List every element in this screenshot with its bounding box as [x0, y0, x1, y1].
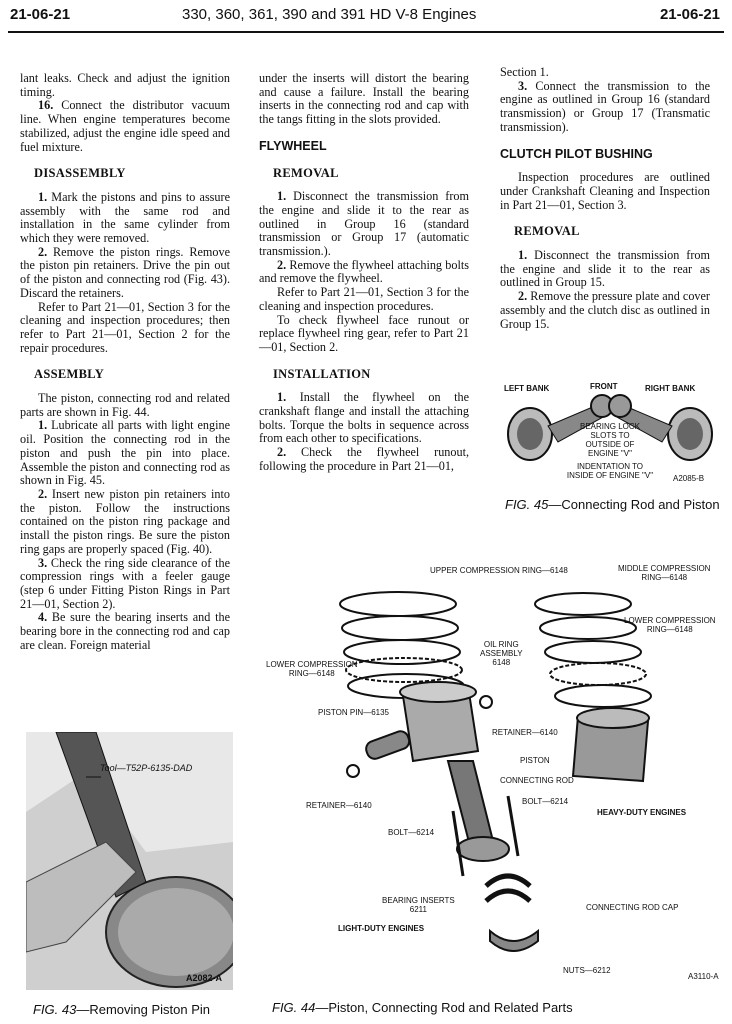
- label-connecting-rod-cap: CONNECTING ROD CAP: [586, 903, 679, 912]
- figure-code: A3110-A: [688, 972, 719, 981]
- label-bearing-lock-slots: BEARING LOCK SLOTS TO OUTSIDE OF ENGINE "V": [579, 422, 640, 458]
- paragraph: Refer to Part 21—01, Section 3 for the cleaning and inspection procedures; then refer to Part 21—01, Section 2 for the repair procedures.: [20, 299, 230, 355]
- figure-43-caption: FIG. 43—Removing Piston Pin: [33, 1002, 211, 1017]
- label-piston: PISTON: [520, 756, 550, 765]
- paragraph: 2. Remove the piston rings. Remove the piston pin retainers. Drive the pin out of the piston and connecting rod (Fig. 43). Discard the retainers.: [20, 244, 230, 300]
- paragraph: 3. Check the ring side clearance of the compression rings with a feeler gauge (step 6 under Fitting Piston Rings in Part 21—01, Section 2).: [20, 555, 230, 611]
- heading-disassembly: DISASSEMBLY: [34, 166, 126, 181]
- paragraph: Refer to Part 21—01, Section 3 for the cleaning and inspection procedures.: [259, 285, 469, 313]
- label-piston-pin: PISTON PIN—6135: [318, 708, 389, 717]
- text-column-3: [500, 66, 710, 331]
- heading-clutch-pilot-bushing: CLUTCH PILOT BUSHING: [500, 146, 653, 161]
- label-nuts: NUTS—6212: [563, 966, 611, 975]
- paragraph: 1. Install the flywheel on the crankshaft flange and install the attaching bolts. Torque the bolts in sequence across from each other to specifications.: [259, 390, 469, 446]
- page-number-right: 21-06-21: [659, 6, 720, 23]
- paragraph: The piston, connecting rod and related parts are shown in Fig. 44.: [20, 391, 230, 419]
- paragraph: 4. Be sure the bearing inserts and the bearing bore in the connecting rod and cap are clean. Foreign material: [20, 610, 230, 652]
- figure-44: [258, 556, 723, 988]
- heading-assembly: ASSEMBLY: [34, 367, 105, 382]
- paragraph: Section 1.: [500, 65, 549, 79]
- label-bearing-inserts: BEARING INSERTS 6211: [382, 896, 455, 914]
- page-title: 330, 360, 361, 390 and 391 HD V-8 Engines: [182, 6, 477, 23]
- paragraph: To check flywheel face runout or replace flywheel ring gear, refer to Part 21—01, Section 2.: [259, 312, 469, 354]
- text-column-2: [259, 72, 469, 474]
- label-oil-ring-assembly: OIL RING ASSEMBLY 6148: [480, 640, 523, 667]
- paragraph: 1. Disconnect the transmission from the engine and slide it to the rear as outlined in Group 16 (standard transmission or Group 17 (automatic transmission.).: [259, 189, 469, 259]
- label-indentation: INDENTATION TO INSIDE OF ENGINE "V": [566, 462, 654, 480]
- paragraph: 1. Mark the pistons and pins to assure assembly with the same rod and installation in the same cylinder from which they were removed.: [20, 189, 230, 246]
- label-lower-compression-ring-right: LOWER COMPRESSION RING—6148: [624, 616, 716, 634]
- label-retainer-right: RETAINER—6140: [492, 728, 558, 737]
- paragraph: Inspection procedures are outlined under Crankshaft Cleaning and Inspection in Part 21—01, Section 3.: [500, 170, 710, 212]
- label-front: FRONT: [590, 382, 618, 391]
- figure-45-caption: FIG. 45—Connecting Rod and Piston: [505, 497, 720, 512]
- figure-code: A2082-A: [186, 973, 223, 983]
- figure-44-caption: FIG. 44—Piston, Connecting Rod and Related Parts: [272, 1000, 573, 1015]
- text-column-1: [20, 72, 230, 652]
- heading-removal: REMOVAL: [514, 224, 580, 239]
- figure-45: [500, 376, 720, 491]
- page-number-left: 21-06-21: [10, 6, 71, 23]
- paragraph: 2. Remove the pressure plate and cover assembly and the clutch disc as outlined in Group 15.: [500, 289, 710, 331]
- label-heavy-duty-engines: HEAVY-DUTY ENGINES: [597, 808, 687, 817]
- label-retainer-left: RETAINER—6140: [306, 801, 372, 810]
- header-rule: [8, 31, 724, 33]
- label-tool: Tool—T52P-6135-DAD: [100, 763, 193, 773]
- heading-removal: REMOVAL: [273, 165, 339, 180]
- paragraph: under the inserts will distort the bearing and cause a failure. Install the bearing inserts in the connecting rod and cap with the tangs fitting in the slots provided.: [259, 71, 469, 127]
- label-upper-compression-ring: UPPER COMPRESSION RING—6148: [430, 566, 568, 575]
- label-connecting-rod: CONNECTING ROD: [500, 776, 574, 785]
- label-right-bank: RIGHT BANK: [645, 384, 696, 393]
- figure-code: A2085-B: [673, 474, 705, 483]
- label-bolt-left: BOLT—6214: [388, 828, 435, 837]
- label-middle-compression-ring: MIDDLE COMPRESSION RING—6148: [618, 564, 711, 582]
- label-light-duty-engines: LIGHT-DUTY ENGINES: [338, 924, 425, 933]
- heading-installation: INSTALLATION: [273, 366, 371, 381]
- figure-43: [26, 732, 233, 990]
- heading-flywheel: FLYWHEEL: [259, 138, 327, 153]
- paragraph: 1. Lubricate all parts with light engine oil. Position the connecting rod in the piston and push the pin into place. Assemble the piston and connecting rod as shown in Fig. 45.: [20, 418, 230, 488]
- label-bolt-right: BOLT—6214: [522, 797, 569, 806]
- paragraph: 3. Connect the transmission to the engine as outlined in Group 16 (standard transmission) or Group 17 (Transmatic transmission).: [500, 78, 710, 134]
- paragraph: 2. Remove the flywheel attaching bolts and remove the flywheel.: [259, 257, 469, 286]
- paragraph: 2. Check the flywheel runout, following the procedure in Part 21—01,: [259, 445, 469, 473]
- paragraph: lant leaks. Check and adjust the ignition timing.: [20, 71, 230, 99]
- label-left-bank: LEFT BANK: [504, 384, 550, 393]
- paragraph: 2. Insert new piston pin retainers into the piston. Follow the instructions contained on the piston ring package and install the piston rings. Be sure the piston ring gaps are properly spaced (Fig. 40).: [20, 486, 230, 556]
- paragraph: 1. Disconnect the transmission from the engine and slide it to the rear as outlined in Group 15.: [500, 248, 710, 290]
- paragraph: 16. Connect the distributor vacuum line. When engine temperatures become stabilized, adjust the engine idle speed and fuel mixture.: [20, 98, 230, 154]
- label-lower-compression-ring-left: LOWER COMPRESSION RING—6148: [266, 660, 358, 678]
